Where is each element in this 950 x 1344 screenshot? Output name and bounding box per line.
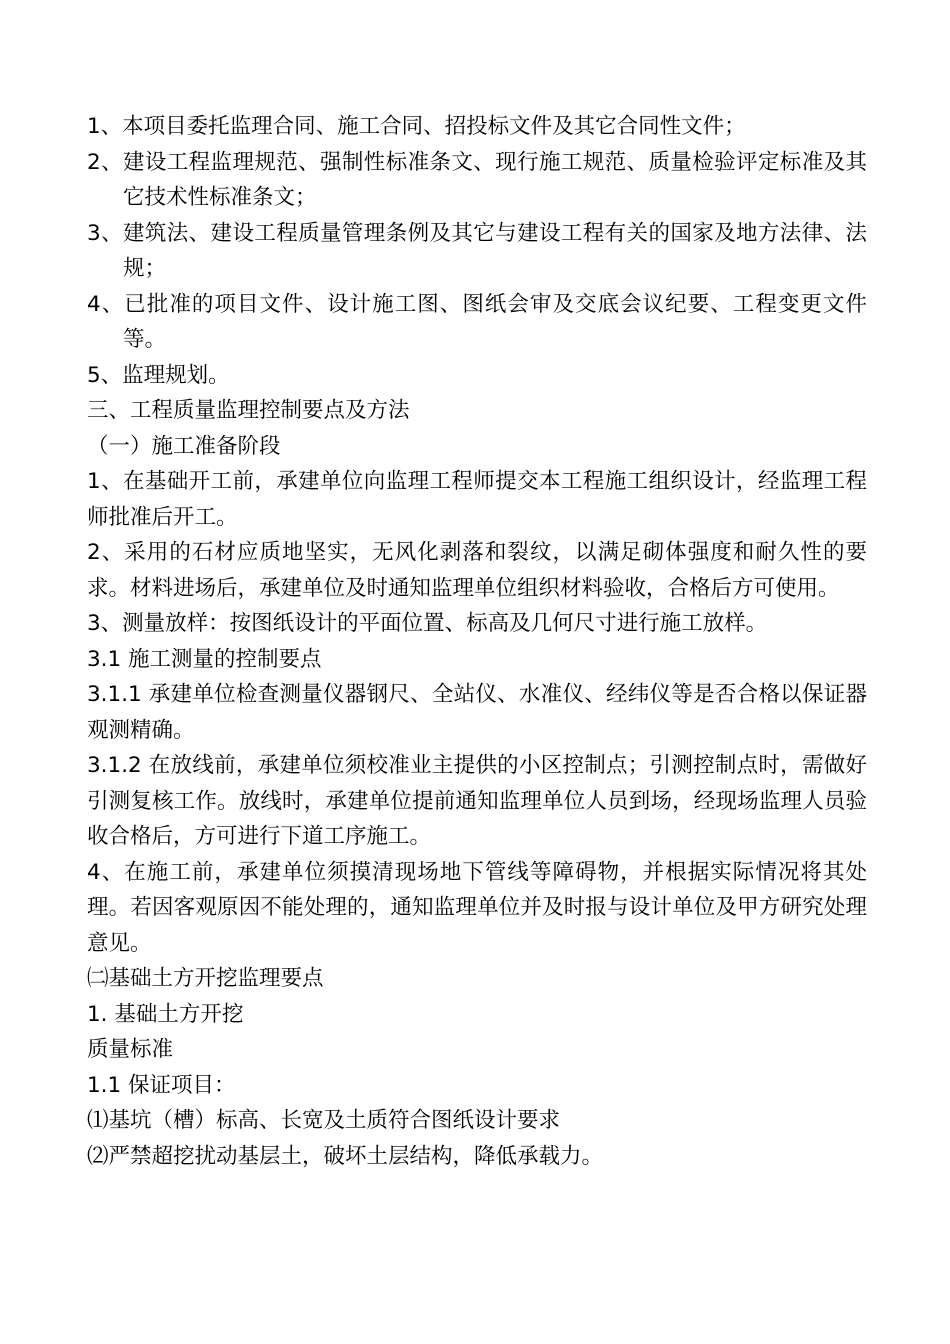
- subsection-heading-2: ㈡基础土方开挖监理要点: [87, 966, 324, 991]
- basis-item-1: 1、本项目委托监理合同、施工合同、招投标文件及其它合同性文件；: [87, 114, 746, 139]
- guarantee-items-heading: 1.1 保证项目：: [87, 1072, 236, 1098]
- guarantee-item-2: ⑵严禁超挖扰动基层土，破坏土层结构，降低承载力。: [87, 1143, 604, 1169]
- basis-item-3: 3、建筑法、建设工程质量管理条例及其它与建设工程有关的国家及地方法律、法规；: [87, 220, 867, 281]
- basis-item-4: 4、已批准的项目文件、设计施工图、图纸会审及交底会议纪要、工程变更文件等。: [87, 291, 867, 352]
- excavation-heading-1: 1. 基础土方开挖: [87, 1001, 244, 1027]
- prep-item-4: 4、在施工前，承建单位须摸清现场地下管线等障碍物，并根据实际情况将其处理。若因客观原因不能处理的，通知监理单位并及时报与设计单位及甲方研究处理意见。: [87, 859, 867, 956]
- survey-heading-3-1: 3.1 施工测量的控制要点: [87, 646, 322, 672]
- basis-item-5: 5、监理规划。: [87, 362, 230, 388]
- subsection-heading-1: （一）施工准备阶段: [87, 433, 281, 459]
- prep-item-3: 3、测量放样：按图纸设计的平面位置、标高及几何尺寸进行施工放样。: [87, 611, 768, 636]
- survey-item-3-1-1: 3.1.1 承建单位检查测量仪器钢尺、全站仪、水准仪、经纬仪等是否合格以保证器观测精确。: [87, 682, 867, 743]
- quality-standard-heading: 质量标准: [87, 1037, 174, 1062]
- prep-item-1: 1、在基础开工前，承建单位向监理工程师提交本工程施工组织设计，经监理工程师批准后开工。: [87, 469, 867, 530]
- prep-item-2: 2、采用的石材应质地坚实，无风化剥落和裂纹，以满足砌体强度和耐久性的要求。材料进场后，承建单位及时通知监理单位组织材料验收，合格后方可使用。: [87, 540, 867, 601]
- section-heading-3: 三、工程质量监理控制要点及方法: [87, 398, 410, 423]
- survey-item-3-1-2: 3.1.2 在放线前，承建单位须校准业主提供的小区控制点；引测控制点时，需做好引测复核工作。放线时，承建单位提前通知监理单位人员到场，经现场监理人员验收合格后，方可进行下道工序施工。: [87, 753, 867, 849]
- basis-item-2: 2、建设工程监理规范、强制性标准条文、现行施工规范、质量检验评定标准及其它技术性标准条文；: [87, 149, 867, 210]
- guarantee-item-1: ⑴基坑（槽）标高、长宽及土质符合图纸设计要求: [87, 1108, 561, 1133]
- document-body: [87, 109, 867, 1174]
